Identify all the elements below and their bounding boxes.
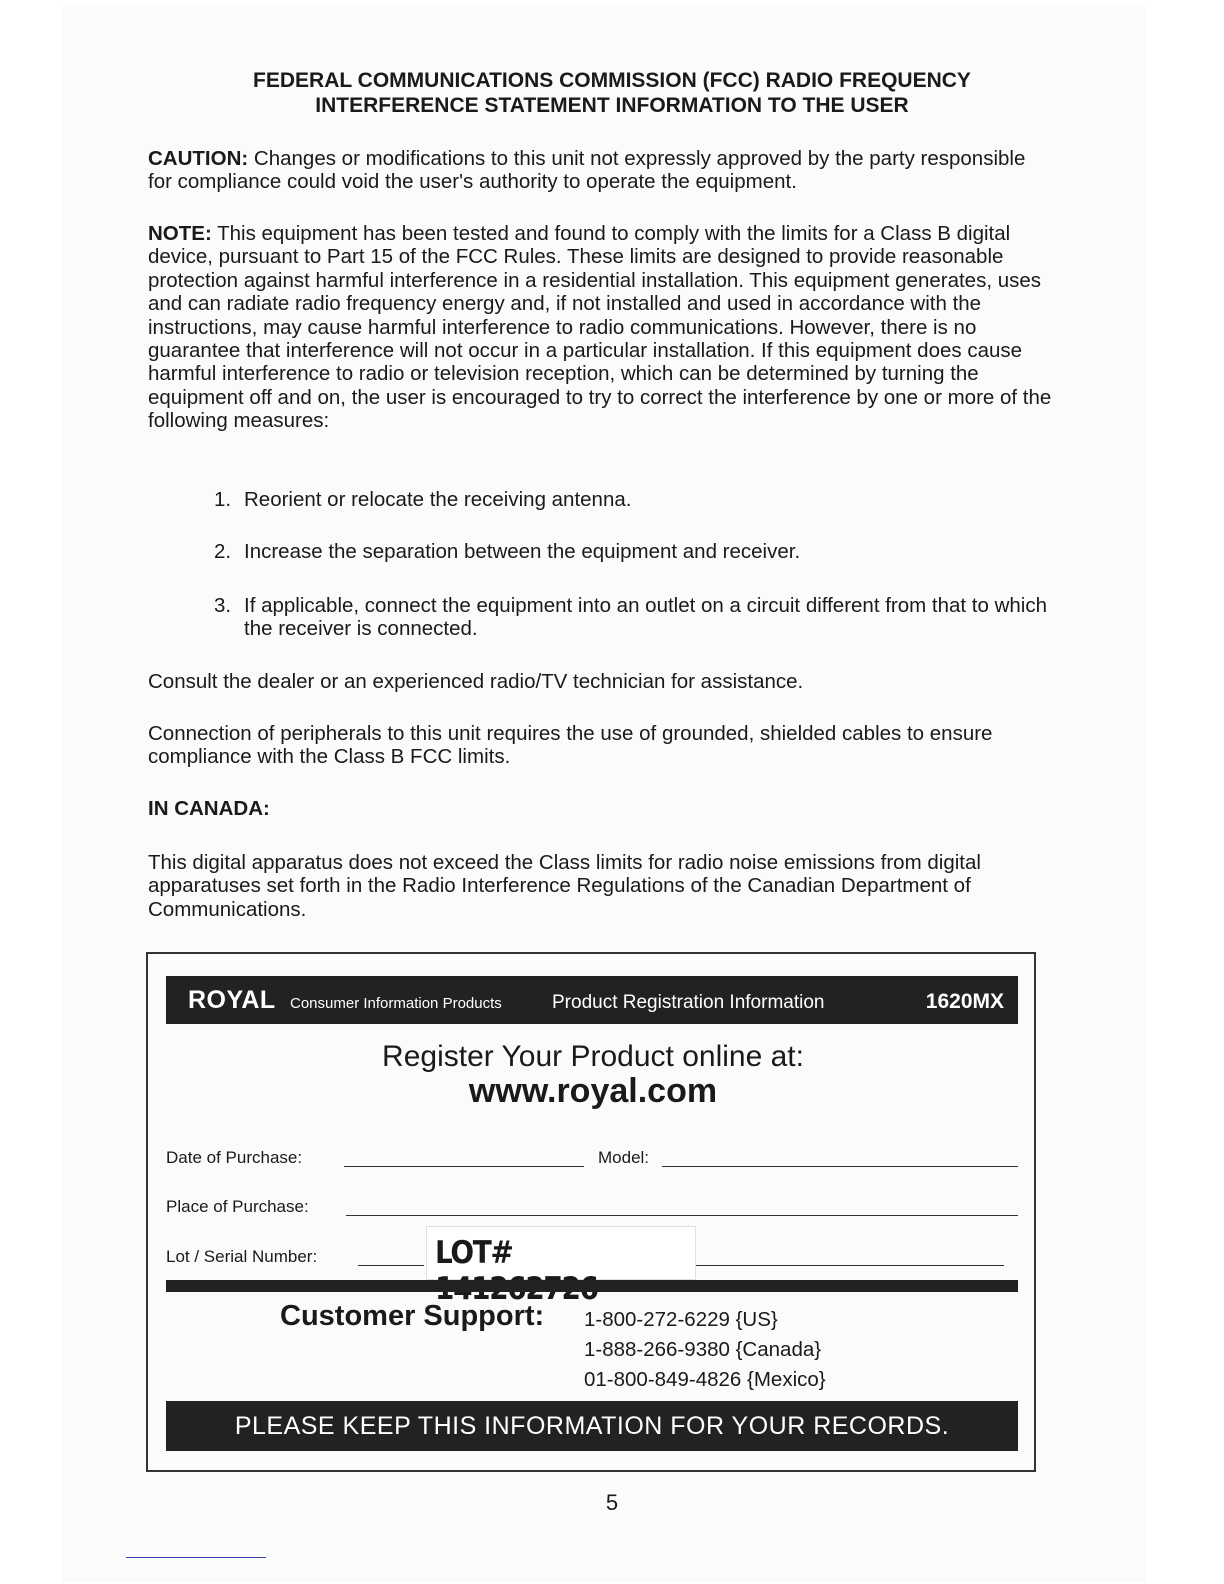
footer-rule [126,1557,266,1558]
register-online-text: Register Your Product online at: [382,1040,804,1073]
registration-url[interactable]: www.royal.com [468,1072,718,1110]
consult-paragraph: Consult the dealer or an experienced radio/TV technician for assistance. [148,670,804,693]
caution-paragraph [148,147,1053,194]
place-of-purchase-label: Place of Purchase: [166,1197,309,1216]
canada-heading: IN CANADA: [148,797,270,820]
measure-text: Increase the separation between the equipment and receiver. [244,540,801,563]
caution-text: Changes or modifications to this unit not expressly approved by the party responsible for compliance could void the user's authority to operate the equipment. [148,147,1026,194]
registration-title: Product Registration Information [552,992,825,1013]
page-title-line-1: FEDERAL COMMUNICATIONS COMMISSION (FCC) RADIO FREQUENCY [253,69,971,92]
peripherals-paragraph: Connection of peripherals to this unit requires the use of grounded, shielded cables to ensure compliance with the Class B FCC limits. [148,722,993,769]
measure-number: 3. [214,594,232,617]
measure-text: Reorient or relocate the receiving antenna. [244,488,632,511]
brand-logo: ROYAL [188,986,276,1014]
lot-serial-line-right [696,1265,1004,1266]
keep-records-banner: PLEASE KEEP THIS INFORMATION FOR YOUR RECORDS. [166,1401,1018,1451]
lot-serial-line-left [358,1265,424,1266]
measure-number: 2. [214,540,232,563]
phone-us: 1-800-272-6229 {US} [584,1308,778,1331]
lot-serial-label: Lot / Serial Number: [166,1247,318,1266]
registration-card [146,952,1036,1472]
measure-number: 1. [214,488,232,511]
phone-canada: 1-888-266-9380 {Canada} [584,1338,822,1361]
page-number: 5 [605,1490,619,1515]
model-label: Model: [598,1148,650,1167]
note-text: This equipment has been tested and found to comply with the limits for a Class B digital device, pursuant to Part 15 of the FCC Rules. These limits are designed to provide reasonable protection against harmful interference in a residential installation. This equipment generates, uses and can radiate radio frequency energy and, if not installed and used in accordance with the instructions, may cause harmful interference to radio communications. However, there is no guarantee that interference will not occur in a particular installation. If this equipment does cause harmful interference to radio or television reception, which can be determined by turning the equipment off and on, the user is encouraged to try to correct the interference by one or more of the following measures: [148,222,1052,433]
lot-number-sticker [426,1226,696,1280]
measure-text: If applicable, connect the equipment into an outlet on a circuit different from that to which the receiver is connected. [244,594,1048,641]
place-of-purchase-line [346,1215,1018,1216]
note-paragraph [148,222,1053,433]
customer-support-label: Customer Support: [280,1300,545,1332]
canada-paragraph: This digital apparatus does not exceed the Class limits for radio noise emissions from digital apparatuses set forth in the Radio Interference Regulations of the Canadian Department of Communications. [148,851,981,921]
caution-lead: CAUTION: [148,147,249,170]
brand-subtitle: Consumer Information Products [290,995,502,1012]
divider-bar [166,1280,1018,1292]
model-number: 1620MX [925,990,1004,1013]
lot-number-value: LOT# [435,1235,513,1271]
page-title-line-2: INTERFERENCE STATEMENT INFORMATION TO THE USER [315,94,909,117]
phone-mexico: 01-800-849-4826 {Mexico} [584,1368,826,1391]
model-line [662,1166,1018,1167]
date-of-purchase-label: Date of Purchase: [166,1148,303,1167]
note-lead: NOTE: [148,222,212,245]
date-of-purchase-line [344,1166,584,1167]
registration-header-bar [166,976,1018,1024]
